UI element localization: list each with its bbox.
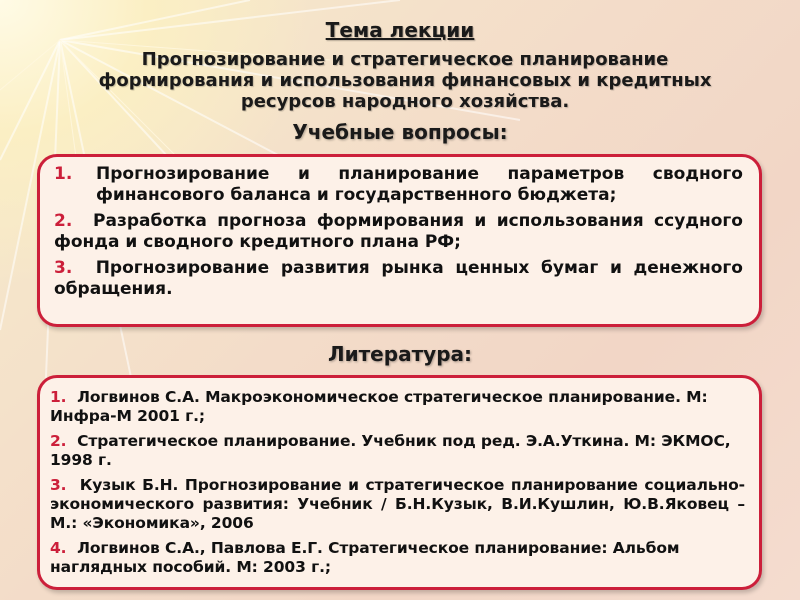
- literature-text: Стратегическое планирование. Учебник под ред. Э.А.Уткина. М: ЭКМОС, 1998 г.: [50, 432, 731, 469]
- literature-item: [50, 388, 745, 426]
- question-item: [54, 164, 743, 206]
- literature-item: [50, 539, 745, 577]
- literature-box: [37, 375, 762, 590]
- lecture-title: Тема лекции: [325, 18, 475, 42]
- question-item: [54, 258, 743, 300]
- question-text: Прогнозирование и планирование параметров сводного финансового баланса и государственного бюджета;: [96, 164, 743, 205]
- question-number: 1.: [54, 164, 73, 184]
- question-text: Разработка прогноза формирования и использования ссудного фонда и сводного кредитного плана РФ;: [54, 211, 743, 252]
- question-item: [54, 211, 743, 253]
- literature-number: 2.: [50, 432, 72, 450]
- literature-number: 4.: [50, 539, 72, 557]
- literature-item: [50, 476, 745, 533]
- question-text: Прогнозирование развития рынка ценных бумаг и денежного обращения.: [54, 258, 743, 299]
- lecture-topic: Прогнозирование и стратегическое планирование формирования и использования финансовых и кредитных ресурсов народного хозяйства.: [98, 49, 712, 112]
- literature-text: Логвинов С.А. Макроэкономическое стратегическое планирование. М: Инфра-М 2001 г.;: [50, 388, 708, 425]
- question-number: 3.: [54, 258, 84, 278]
- literature-number: 1.: [50, 388, 72, 406]
- questions-box: [37, 154, 762, 327]
- literature-item: [50, 432, 745, 470]
- literature-heading: Литература:: [327, 342, 473, 366]
- literature-number: 3.: [50, 476, 74, 494]
- literature-text: Кузык Б.Н. Прогнозирование и стратегическое планирование социально-экономического развития: Учебник / Б.Н.Кузык, В.И.Кушлин, Ю.В.Яковец – М.: «Экономика», 2006: [50, 476, 746, 532]
- questions-heading: Учебные вопросы:: [292, 120, 508, 144]
- question-number: 2.: [54, 211, 83, 231]
- literature-text: Логвинов С.А., Павлова Е.Г. Стратегическое планирование: Альбом наглядных пособий. М: 2003 г.;: [50, 539, 680, 576]
